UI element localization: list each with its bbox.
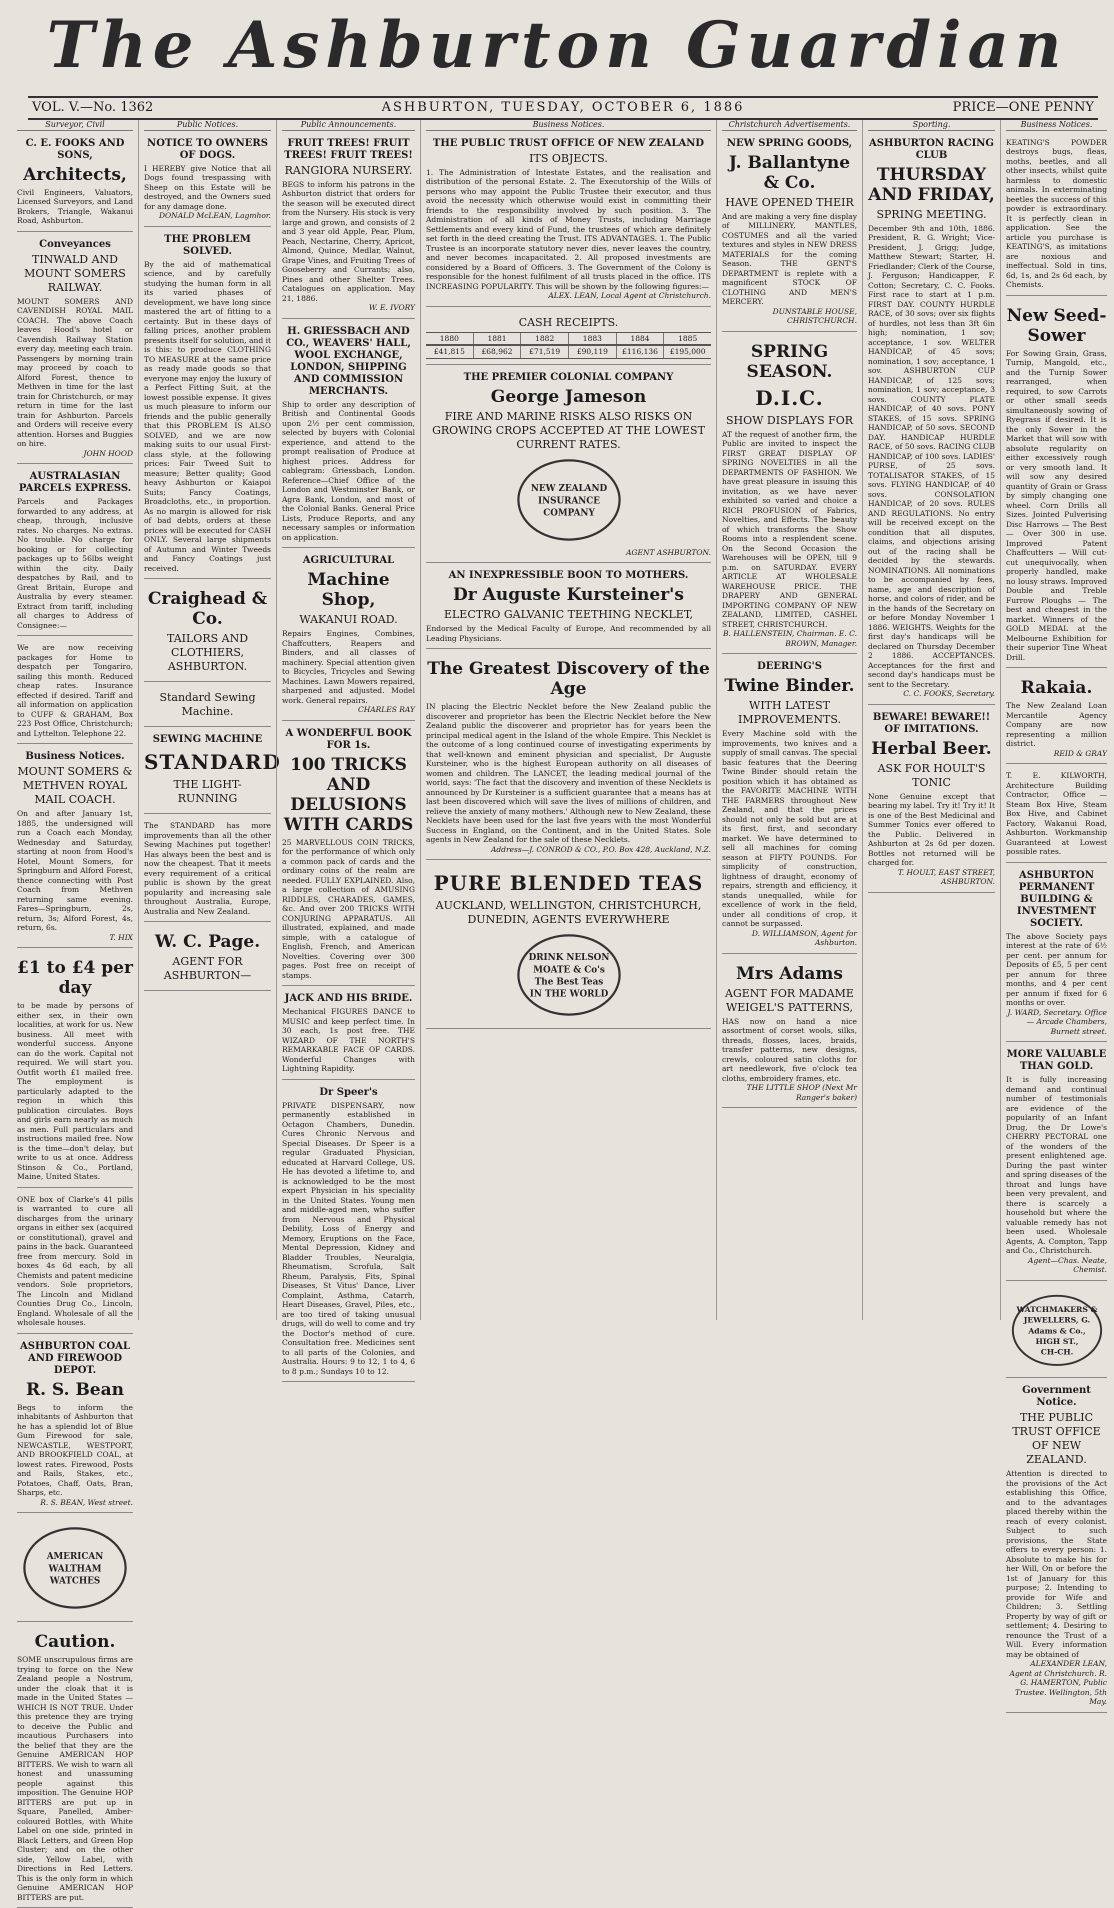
ad-body-text: None Genuine except that bearing my label. Try it! Try it! It is one of the Best Medicinal and Summer Tonics ever offered to the Public. Delivered in Ashburton at 2s 6d per dozen. Bottles not returned will be charged for.: [868, 791, 995, 867]
advertisement: [1006, 1046, 1107, 1281]
ad-emblem-graphic: [514, 931, 624, 1019]
ad-body-text: December 9th and 10th, 1886. President, R. G. Wright; Vice-President, J. Grigg; Judge, Matthew Stewart; Starter, H. Friedlander; Clerk of the Course, J. Ferguson; Handicapper, F. Cotton; Secretary, C. C. Fooks. First race to start at 1 p.m. FIRST DAY. COUNTY HURDLE RACE, of 30 sovs; over six flights of hurdles, not less than 3ft 6in high; nomination, 1 sov; acceptance, 1 sov. WELTER HANDICAP, of 45 sovs; nomination, 1 sov; acceptance, 1 sov. ASHBURTON CUP HANDICAP, of 125 sovs; nomination, 1 sov; acceptance, 3 sovs. COUNTY PLATE HANDICAP, of 40 sovs. PONY STAKES, of 15 sovs. SPRING HANDICAP, of 50 sovs. SECOND DAY. HANDICAP HURDLE RACE, of 50 sovs. RACING CLUB HANDICAP, of 100 sovs. LADIES' PURSE, of 25 sovs. TOTALISATOR STAKES, of 15 sovs. FLYING HANDICAP, of 40 sovs. CONSOLATION HANDICAP, of 20 sovs. RULES AND REGULATIONS. No entry will be received except on the condition that all disputes, claims, and objections arising out of the racing shall be decided by the stewards. NOMINATIONS. All nominations to be accompanied by fees, name, age and description of horse, and colors of rider, and be in the hands of the Secretary on or before Monday November 1 1886. WEIGHTS. Weights for the first day's handicaps will be declared on Thursday December 2 1886. ACCEPTANCES. Acceptances for the first and second day's handicaps must be sent to the Secretary.: [868, 223, 995, 689]
advertisement: [17, 135, 133, 232]
column-header: Business Notices.: [426, 120, 711, 131]
ad-body-text: KEATING'S POWDER destroys bugs, fleas, moths, beetles, and all other insects, whilst quite harmless to domestic animals. In exterminating beetles the success of this powder is extraordinary. It is perfectly clean in application. See the article you purchase is KEATING'S, as imitations are noxious and ineffectual. Sold in tins, 6d, 1s, and 2s 6d each, by Chemists.: [1006, 137, 1107, 289]
ad-body-text: AT the request of another firm, the Public are invited to inspect the FIRST GREAT DISPLAY OF SPRING NOVELTIES in all the DEPARTMENTS OF FASHION. We have great pleasure in issuing this invitation, as we have never exhibited so varied and choice a RICH PROFUSION of Fabrics, Novelties, and Effects. The beauty of which transforms the Show Rooms into a resplendent scene. On the Second Occasion the Warehouses will be OPEN, till 9 p.m. on SATURDAY. EVERY ARTICLE AT WHOLESALE WAREHOUSE PRICE. THE DRAPERY AND GENERAL IMPORTING COMPANY OF NEW ZEALAND, LIMITED, CASHEL STREET, CHRISTCHURCH.: [722, 429, 857, 629]
ad-body-text: Every Machine sold with the improvements, two knives and a supply of small canvas. The special basic features that the Deering Twine Binder should retain the position which it has obtained as the FAVORITE MACHINE WITH THE FARMERS throughout New Zealand, and that the prices should not only be sold but are at its first, first, and secondary market. We have determined to sell all machines for coming season at FIFTY POUNDS. For simplicity of construction, lightness of draught, economy of repairs, strength and efficiency, it stands unequalled, while for excellence of work in the field, under all conditions of crop, it cannot be surpassed.: [722, 729, 857, 928]
advertisement: [282, 552, 415, 721]
advertisement: [868, 135, 995, 705]
ad-heading: THE PREMIER COLONIAL COMPANY: [463, 371, 674, 383]
ad-heading: AN INEXPRESSIBLE BOON TO MOTHERS.: [448, 570, 689, 581]
ad-heading: AUSTRALASIAN PARCELS EXPRESS.: [18, 471, 132, 494]
advertisement: [282, 990, 415, 1080]
ad-signature: T. HIX: [109, 932, 133, 942]
ad-emblem-text: Adams & Co.,: [1027, 1325, 1086, 1335]
column-3: [276, 120, 420, 1376]
ad-body-text: 1. The Administration of Intestate Estates, and the realisation and distribution of the personal Estate. 2. The Executorship of the Wills of persons who may appoint the Public Trustee their executor, and thus avoid the necessity which otherwise would exist in committing their friends to the responsibility involved by such position. 3. The Administration of all kinds of Money Trusts, including Marriage Settlements and every kind of Fund, the trustees of which are definitely set forth in the deed creating the Trust. ITS ADVANTAGES. 1. The Public Trustee is an incorporate statutory never dies, never leaves the country, and never becomes incapacitated. 2. All proposed investments are considered by a Board of Officers. 3. The Government of the Colony is responsible for the honest fulfilment of all trusts placed in the office. ITS INCREASING POPULARITY. This will be shown by the following figures:—: [426, 167, 711, 291]
ad-signature: DONALD McLEAN, Lagmhor.: [159, 211, 271, 220]
ad-subheading: AGENT FOR MADAME WEIGEL'S PATTERNS,: [725, 986, 854, 1014]
ad-subheading: MOUNT SOMERS & METHVEN ROYAL MAIL COACH.: [17, 765, 133, 806]
ad-subheading: Standard Sewing Machine.: [159, 691, 256, 718]
table-row: [426, 345, 711, 359]
table-value-cell: £90,119: [568, 346, 616, 358]
ad-emblem: [426, 456, 711, 544]
ad-signature: C. C. FOOKS, Secretary.: [903, 689, 995, 698]
ad-signature: DUNSTABLE HOUSE, CHRISTCHURCH.: [772, 306, 857, 325]
table-year-cell: 1882: [520, 333, 568, 345]
column-2: [138, 120, 281, 1320]
ad-signature: THE LITTLE SHOP (Next Mr Ranger's baker): [746, 1083, 857, 1102]
advertisement: [17, 236, 133, 465]
column-1: [12, 120, 138, 1902]
ad-title: THURSDAY AND FRIDAY,: [868, 164, 995, 205]
column-header: Business Notices.: [1006, 120, 1107, 131]
ad-body-text: to be made by persons of either sex, in their own localities, at work for us. New business. All meet with wonderful success. Anyone can do the work. Capital not required. We will start you. Outfit worth £1 mailed free. The employment is particularly adapted to the region in which this publication circulates. Boys and girls earn nearly as much as men. Full particulars and instructions mailed free. Now is the time—don't delay, but write to us at once. Address Stinson & Co., Portland, Maine, United States.: [17, 1001, 133, 1181]
advertisement: [282, 323, 415, 549]
column-6: [862, 120, 1000, 1320]
advertisement: [1006, 1382, 1107, 1713]
advertisement: [17, 468, 133, 636]
masthead: [0, 0, 1114, 92]
ad-title: Machine Shop,: [307, 570, 390, 610]
ad-title: The Greatest Discovery of the Age: [427, 659, 710, 699]
ad-heading: FRUIT TREES! FRUIT TREES! FRUIT TREES!: [284, 137, 413, 161]
ad-subheading: TINWALD AND MOUNT SOMERS RAILWAY.: [24, 252, 126, 294]
advertisement: [1006, 867, 1107, 1043]
table-value-cell: £195,000: [663, 346, 711, 358]
advertisement: [144, 583, 271, 682]
advertisement: [1006, 300, 1107, 669]
ad-heading: ASHBURTON RACING CLUB: [869, 137, 994, 161]
table-value-cell: £71,519: [520, 346, 568, 358]
ad-title: Caution.: [34, 1632, 116, 1652]
column-7: [1000, 120, 1112, 1707]
ad-title: Craighead & Co.: [147, 589, 268, 629]
advertisement: [426, 369, 711, 564]
price: PRICE—ONE PENNY: [952, 100, 1094, 115]
ad-heading: THE PUBLIC TRUST OFFICE OF NEW ZEALAND: [432, 137, 705, 149]
ad-heading: JACK AND HIS BRIDE.: [284, 993, 413, 1004]
ad-subheading: ITS OBJECTS.: [529, 151, 608, 165]
table-year-cell: 1880: [439, 333, 459, 343]
ad-subheading: AUCKLAND, WELLINGTON, CHRISTCHURCH, DUNEDIN, AGENTS EVERYWHERE: [435, 899, 702, 926]
ad-body-text: IN placing the Electric Necklet before the New Zealand public the discoverer and proprietor has been the Electric Necklet before the New Zealand public the discoverer and proprietor has for years been the principal medical agent in the Island of the whole Empire. This Necklet is the outcome of a long continued course of investigating experiments by that well-known and eminent physician and specialist, Dr Auguste Kursteiner, who is the highest European authority on all diseases of women and children. The LANCET, the leading medical journal of the world, says: 'The fact that the discovery and invention of these Necklets is announced by Dr Kursteiner is a sufficient guarantee that a means has at last been discovered which will save the lives of millions of children, and relieve the anxiety of many mothers.' Although new to New Zealand, these Necklets have been used for the last five years with the most Wonderful Success in England, on the Continent, and in the United States. Sole agents in New Zealand for the sale of these Necklets.: [426, 702, 711, 844]
advertisement: [17, 952, 133, 1188]
advertisement: [17, 1517, 133, 1622]
advertisement: [17, 748, 133, 948]
ad-body-text: The STANDARD has more improvements than all the other Sewing Machines put together! Has always been the best and is now the cheapest. That it meets every requirement of a critical public is shown by the great popularity and increasing sale throughout Australia, Europe, Australia and New Zealand.: [144, 821, 271, 916]
ad-emblem-text: CH-CH.: [1040, 1346, 1073, 1356]
newspaper-title: The Ashburton Guardian: [46, 8, 1068, 83]
advertisement: [17, 1626, 133, 1908]
ad-subheading: THE LIGHT-RUNNING: [173, 778, 242, 805]
advertisement: [426, 311, 711, 365]
ad-emblem-graphic: [514, 456, 624, 544]
ad-display-title: D.I.C.: [755, 385, 824, 410]
ad-signature: T. HOULT, EAST STREET, ASHBURTON.: [897, 867, 995, 886]
ad-body-text: 25 MARVELLOUS COIN TRICKS, for the performance of which only a common pack of cards and the ordinary coins of the realm are needed. FULLY EXPLAINED. Also, a large collection of AMUSING RIDDLES, CHARADES, GAMES, &c. And over 200 TRICKS WITH CONJURING APPARATUS. All illustrated, explained, and made simple, with a catalogue of English, French, and American Novelties. Covering over 300 pages. Post free on receipt of stamps.: [282, 837, 415, 980]
ad-heading: Conveyances: [39, 238, 111, 250]
ad-emblem-text: WATCHES: [49, 1576, 101, 1587]
ad-body-text: By the aid of mathematical science, and by carefully studying the human form in all its varied phases of development, we have long since mastered the art of fitting to a certainty. But in these days of falling prices, another problem presents itself for solution, and it is this: to produce CLOTHING TO MEASURE at the same price as ready made goods so that everyone may enjoy the luxury of a Perfect Fitting Suit, at the lowest possible expense. It gives us much pleasure to inform our friends and the public generally that this PROBLEM IS ALSO SOLVED, and we are now making suits to our usual First-class style, at the following prices: Fair Tweed Suit to measure; Better quality; Good heavy Ashburton or Kaiapoi Suits; Fancy Coatings, Broadcloths, etc., in proportion. As no margin is allowed for risk of bad debts, orders at these prices will be executed for CASH ONLY. Several large shipments of Autumn and Winter Tweeds and Fancy Coatings just received.: [144, 259, 271, 573]
ad-title: R. S. Bean: [25, 1379, 125, 1400]
advertisement: [144, 686, 271, 727]
ad-subheading: SHOW DISPLAYS FOR: [725, 413, 854, 427]
ad-body-text: For Sowing Grain, Grass, Turnip, Mangold, etc., and the Turnip Sower rearranged, when required, to sow Carrots or other small seeds simultaneously sowing of Ryegrass if desired. It is the only Sower in the Market that will sow with absolute regularity on either excessively rough or very smooth land. It will sow any desired quantity of Grain or Grass by simply changing one wheel. Corn Drills all Sizes. Jointed Pulverising Disc Harrows — The Best — Over 300 in use. Improved Patent Chaffcutters — Will cut-cut unequivocally, when properly handled, make no lousy straws. Improved Double and Treble Furrow Ploughs — The best and cheapest in the market. Winners of the GOLD MEDAL at the Melbourne Exhibition for their superior Tine Wheat Drill.: [1006, 348, 1107, 662]
ad-signature: R. S. BEAN, West street.: [40, 1497, 133, 1507]
ad-signature: B. HALLENSTEIN, Chairman. E. C. BROWN, Manager.: [723, 629, 857, 648]
advertisement: [144, 818, 271, 922]
ad-title: Rakaia.: [1020, 678, 1093, 698]
table-row: [426, 332, 711, 346]
dateline: ASHBURTON, TUESDAY, OCTOBER 6, 1886: [381, 100, 745, 115]
ad-emblem-graphic: [20, 1524, 130, 1612]
ad-body-text: HAS now on hand a nice assortment of corset wools, silks, threads, flosses, laces, braids, transfer patterns, new designs, crewls, coloured satin cloths for art needlework, five o'clock tea cloths, embroidery frames, etc.: [722, 1016, 857, 1083]
ad-body-text: PRIVATE DISPENSARY, now permanently established in Octagon Chambers, Dunedin. Cures Chronic Nervous and Special Diseases. Dr Speer is a regular Graduated Physician, educated at Harvard College, US. He has devoted a lifetime to, and is acknowledged to be the most expert Physician in his speciality in the United States. Young men and middle-aged men, who suffer from Nervous and Physical Debility, Loss of Energy and Memory, Eruptions on the Face, Mental Depression, Kidney and Bladder Troubles, Neuralgia, Rheumatism, Scrofula, Salt Rheum, Paralysis, Fits, Spinal Diseases, St Vitus' Dance, Liver Complaint, Asthma, Catarrh, Heart Diseases, Gravel, Piles, etc., are too tired of taking unusual drugs, will do well to come and try the Doctor's method of cure. Consultation free. Medicines sent to all parts of the Colonies, and Australia. Hours: 9 to 12, 1 to 4, 6 to 8 p.m.; Sundays 10 to 12.: [282, 1100, 415, 1376]
ad-subheading: ASK FOR HOULT'S TONIC: [877, 761, 986, 789]
ad-body-text: We are now receiving packages for Home to despatch per Tongariro, sailing this month. Reduced cheap rates. Insurance effected if desired. Tariff and all information on application to CUFF & GRAHAM, Box 223 Post Office, Christchurch; and Lyttelton. Telephone 22.: [17, 643, 133, 738]
advertisement: [17, 640, 133, 744]
ad-title: New Seed-Sower: [1006, 305, 1107, 346]
ad-emblem-text: AMERICAN: [46, 1552, 104, 1563]
ad-body-text: MOUNT SOMERS AND CAVENDISH ROYAL MAIL COACH. The above Coach leaves Hood's hotel or Cavendish Railway Station every day, meeting each train. Passengers by morning train may proceed by coach to Alford Forest, thence to Methven in time for the last train for Christchurch, or may return in time for the last train for Ashburton. Parcels and Orders will receive every attention. Horses and Buggies on hire.: [17, 296, 133, 448]
ad-heading: Dr Speer's: [319, 1086, 378, 1098]
ad-emblem: [1006, 1292, 1107, 1369]
ad-emblem-text: HIGH ST.,: [1035, 1336, 1078, 1346]
advertisement: [17, 1192, 133, 1334]
ad-subheading: AGENT FOR ASHBURTON—: [163, 955, 252, 982]
advertisement: [1006, 1285, 1107, 1379]
advertisement: [282, 135, 415, 319]
ad-heading: ASHBURTON PERMANENT BUILDING & INVESTMENT SOCIETY.: [1016, 869, 1097, 929]
advertisement: [426, 653, 711, 860]
column-header: Christchurch Advertisements.: [722, 120, 857, 131]
ad-signature: CHARLES RAY: [357, 705, 415, 714]
volume-number: VOL. V.—No. 1362: [32, 100, 154, 115]
advertisement: [868, 709, 995, 893]
advertisement: [1006, 672, 1107, 764]
ad-emblem-text: JEWELLERS, G.: [1023, 1315, 1090, 1325]
advertisement: [144, 731, 281, 814]
ad-emblem-text: MOATE & Co's: [532, 965, 605, 976]
ad-heading: MORE VALUABLE THAN GOLD.: [1006, 1049, 1107, 1072]
column-header: Surveyor, Civil: [17, 120, 133, 131]
issue-info-bar: [28, 96, 1098, 120]
table-label: CASH RECEIPTS.: [518, 315, 619, 329]
ad-subheading: WITH LATEST IMPROVEMENTS.: [738, 699, 841, 726]
table-year-cell: 1883: [568, 333, 616, 345]
ad-heading: NOTICE TO OWNERS OF DOGS.: [147, 137, 268, 161]
ad-subheading: RANGIORA NURSERY.: [284, 163, 413, 177]
ad-display-title: PURE BLENDED TEAS: [433, 871, 704, 895]
ad-body-text: And are making a very fine display of MILLINERY, MANTLES, COSTUMES and all the varied textures and styles in NEW DRESS MATERIALS for the coming Season. THE GENT'S DEPARTMENT is replete with a magnificent STOCK OF CLOTHING AND MEN'S MERCERY.: [722, 211, 857, 306]
ad-body-text: Parcels and Packages forwarded to any address, at cheap, through, inclusive rates. No charges. No extras. No trouble. No charge for booking or for collecting packages up to 56lbs weight within the city. Daily despatches by Rail, and to Great Britain, Europe and Australia by every steamer. Extract from tariff, including all charges to Address of Consignee:—: [17, 497, 133, 630]
ad-body-text: Mechanical FIGURES DANCE to MUSIC and keep perfect time. In 30 each, 1s post free. THE WIZARD OF THE NORTH'S REMARKABLE FACE OF CARDS. Wonderful Changes with Lightning Rapidity.: [282, 1007, 415, 1073]
ad-emblem-text: WALTHAM: [48, 1564, 102, 1575]
ad-emblem-text: IN THE WORLD: [529, 989, 608, 1000]
ad-signature: Agent—Chas. Neate, Chemist.: [1028, 1255, 1107, 1274]
ad-body-text: Repairs Engines, Combines, Chaffcutters, Reapers and Binders, and all classes of machinery. Special attention given to Bicycles, Tricycles and Sewing Machines. Lawn Mowers repaired, sharpened and adjusted. Model work. General repairs.: [282, 629, 415, 705]
ad-heading: THE PROBLEM SOLVED.: [164, 233, 251, 257]
ad-heading: C. E. FOOKS AND SONS,: [25, 137, 125, 161]
advertisement: [722, 336, 857, 655]
ad-subheading: HAVE OPENED THEIR: [725, 195, 854, 209]
ad-signature: AGENT ASHBURTON.: [626, 547, 711, 557]
ad-signature: ALEX. LEAN, Local Agent at Christchurch.: [548, 291, 711, 300]
ad-signature: J. WARD, Secretary. Office — Arcade Chambers, Burnett street.: [1007, 1007, 1107, 1036]
ad-heading: DEERING'S: [757, 661, 822, 672]
advertisement: [426, 864, 711, 1029]
advertisement: [426, 135, 711, 307]
ad-title: J. Ballantyne & Co.: [728, 152, 851, 193]
ad-body-text: Endorsed by the Medical Faculty of Europe, And recommended by all Leading Physicians.: [426, 624, 711, 643]
ad-signature: REID & GRAY: [1053, 748, 1107, 758]
ad-title: George Jameson: [490, 386, 647, 407]
advertisement: [144, 231, 271, 580]
ad-signature: ALEXANDER LEAN, Agent at Christchurch. R. G. HAMERTON, Public Trustee. Wellington, 5th May.: [1009, 1659, 1107, 1707]
ad-title: Herbal Beer.: [871, 738, 992, 759]
ad-body-text: ONE box of Clarke's 41 pills is warranted to cure all discharges from the urinary organs in either sex (acquired or constitutional), gravel and pains in the back. Guaranteed free from mercury. Sold in boxes 4s 6d each, by all Chemists and patent medicine vendors. Sole proprietors, The Lincoln and Midland Counties Drug Co., Lincoln, England. Wholesale of all the wholesale houses.: [17, 1194, 133, 1327]
advertisement: [1006, 768, 1107, 863]
ad-title: Architects,: [23, 164, 127, 185]
ad-emblem-text: NEW ZEALAND: [530, 483, 607, 494]
ad-subheading: FIRE AND MARINE RISKS ALSO RISKS ON GROWING CROPS ACCEPTED AT THE LOWEST CURRENT RATES.: [432, 409, 705, 451]
ad-body-text: The above Society pays interest at the rate of 6½ per cent. per annum for Deposits of £5, 5 per cent per annum for three months, and 4 per cent per annum if fixed for 6 months or over.: [1006, 931, 1107, 1007]
advertisement: [144, 926, 271, 991]
ad-emblem-text: The Best Teas: [534, 977, 603, 988]
ad-subheading: ELECTRO GALVANIC TEETHING NECKLET,: [443, 608, 694, 621]
ad-emblem: [426, 931, 711, 1019]
ad-body-text: On and after January 1st, 1885, the undersigned will run a Coach each Monday, Wednesday and Saturday, starting at noon from Hood's Hotel, Mount Somers, for Springburn and Alford Forest, thence connecting with Post Coach from Methven returning same evening. Fares—Springburn, 2s, return, 3s; Alford Forest, 4s, return, 6s.: [17, 809, 133, 932]
advertisement: [1006, 135, 1107, 296]
ad-title: Mrs Adams: [736, 963, 843, 984]
ad-body-text: I HEREBY give Notice that all Dogs found trespassing with Sheep on this Estate will be destroyed, and the Owners sued for any damage done.: [144, 163, 271, 211]
table-year-cell: 1881: [473, 333, 521, 345]
ad-heading: Government Notice.: [1022, 1385, 1091, 1409]
ad-subheading: TAILORS AND CLOTHIERS, ASHBURTON.: [166, 632, 249, 673]
ad-subheading: THE PUBLIC TRUST OFFICE OF NEW ZEALAND.: [1012, 1411, 1101, 1467]
table-value-cell: £41,815: [433, 347, 465, 356]
ad-heading: NEW SPRING GOODS,: [726, 137, 853, 149]
advertisement: [144, 135, 271, 227]
column-header: Public Announcements.: [282, 120, 415, 131]
advertisement: [282, 725, 415, 987]
ad-subheading: WAKANUI ROAD.: [299, 613, 398, 626]
advertisement: [722, 658, 857, 954]
ad-heading: BEWARE! BEWARE!! OF IMITATIONS.: [872, 711, 991, 735]
advertisement: [282, 1084, 415, 1383]
table-year-cell: 1884: [616, 333, 664, 345]
ad-body-text: It is fully increasing demand and continual number of testimonials are evidence of the popularity of an Infant Drug, the Dr Lowe's CHERRY PECTORAL one of the wonders of the present enlightened age. During the past winter and spring diseases of the throat and lungs have been very prevalent, and there is scarcely a household but where the valuable remedy has not been used. Wholesale Agents, A. Compton, Tapp and Co., Christchurch.: [1006, 1075, 1107, 1255]
ad-signature: D. WILLIAMSON, Agent for Ashburton.: [751, 928, 857, 947]
ad-emblem-text: INSURANCE: [537, 495, 600, 506]
ad-subheading: SPRING MEETING.: [876, 207, 987, 221]
ad-signature: Address—J. CONROD & CO., P.O. Box 428, Auckland, N.Z.: [490, 844, 711, 854]
ad-body-text: Begs to inform the inhabitants of Ashburton that he has a splendid lot of Blue Gum Firewood for sale, NEWCASTLE, WESTPORT, AND BROOKFIELD COAL, at lowest rates. Firewood, Posts and Rails, Stakes, etc., Potatoes, Chaff, Oats, Bran, Sharps, etc.: [17, 1402, 133, 1497]
ad-body-text: SOME unscrupulous firms are trying to force on the New Zealand people a Nostrum, under the cloak that it is made in the United States — WHICH IS NOT TRUE. Under this pretence they are trying to deceive the Public and incautious Purchasers into the belief that they are the Genuine AMERICAN HOP BITTERS. We wish to warn all honest and unassuming people against this imposition. The Genuine HOP BITTERS are put up in Square, Panelled, Amber-coloured Bottles, with White Label on one side, printed in Black Letters, and Green Hop Cluster; and on the other side, Yellow Label, with Directions in Red Letters. This is the only form in which Genuine AMERICAN HOP BITTERS are put.: [17, 1655, 133, 1902]
ad-title: Dr Auguste Kursteiner's: [453, 585, 684, 605]
ad-body-text: The New Zealand Loan Mercantile Agency Company are now representing a million district.: [1006, 701, 1107, 748]
table-value-cell: £116,136: [616, 346, 664, 358]
ad-heading: Business Notices.: [25, 751, 125, 762]
ad-display-title: STANDARD: [144, 750, 281, 774]
ad-emblem-graphic: [1009, 1292, 1105, 1369]
ad-emblem-text: DRINK NELSON: [528, 953, 609, 964]
ad-emblem-text: WATCHMAKERS &: [1015, 1304, 1098, 1314]
ad-title: 100 TRICKS AND DELUSIONS WITH CARDS: [283, 754, 414, 835]
ad-body-text: BEGS to inform his patrons in the Ashburton district that orders for the season will be executed direct from the Nursery. His stock is very large and grown, and consists of 2 and 3 year old Apple, Pear, Plum, Peach, Nectarine, Cherry, Apricot, Almond, Quince, Medlar, Walnut, Grape Vines, and Fruiting Trees of Gooseberry and Currants; also, Pines and other Shelter Trees. Catalogues on application. May 21, 1886.: [282, 179, 415, 303]
advertisement: [722, 135, 857, 332]
ad-heading: ASHBURTON COAL AND FIREWOOD DEPOT.: [20, 1340, 130, 1376]
column-5: [716, 120, 862, 1320]
ad-heading: H. GRIESSBACH AND CO., WEAVERS' HALL, WOOL EXCHANGE, LONDON, SHIPPING AND COMMISSION MERCHANTS.: [286, 325, 411, 397]
ad-signature: W. E. IVORY: [368, 303, 415, 312]
table-value-cell: £68,962: [473, 346, 521, 358]
ad-body-text: Civil Engineers, Valuators, Licensed Surveyors, and Land Brokers, Triangle, Wakanui Road, Ashburton.: [17, 187, 133, 225]
ad-heading: AGRICULTURAL: [302, 555, 395, 566]
ad-emblem: [17, 1524, 133, 1612]
ad-title: W. C. Page.: [154, 932, 261, 952]
column-4: [420, 120, 716, 1320]
ad-heading: SEWING MACHINE: [152, 734, 263, 745]
ad-emblem-text: COMPANY: [542, 507, 595, 518]
ad-title: £1 to £4 per day: [17, 958, 133, 998]
ad-body-text: T. E. KILWORTH, Architecture Building Contractor, Office — Steam Box Hive, Steam Box Hive, and Cabinet Factory, Wakanui Road, Ashburton. Workmanship Guaranteed at Lowest possible rates.: [1006, 771, 1107, 856]
ad-signature: JOHN HOOD: [83, 448, 133, 458]
ad-heading: A WONDERFUL BOOK FOR 1s.: [285, 727, 412, 751]
ad-body-text: Ship to order any description of British and Continental Goods upon 2½ per cent commission, selected by buyers with Colonial experience, and attend to the prompt realisation of Produce at highest prices. Address for cablegram: Griessbach, London. Reference—Chief Office of the London and Westminster Bank, or Agra Bank, London, and most of the Colonial Banks. General Price Lists, Produce Reports, and any necessary samples or information on application.: [282, 399, 415, 542]
ad-title: SPRING SEASON.: [746, 341, 833, 382]
column-header: Sporting.: [868, 120, 995, 131]
advertisement: [722, 958, 857, 1109]
ad-title: Twine Binder.: [724, 676, 855, 696]
ad-body-text: Attention is directed to the provisions of the Act establishing this Office, and to the advantages placed thereby within the reach of every colonist. Subject to such provisions, the State offers to every person: 1. Absolute to make his for her Will, On or before the 1st of January for this purpose; 2. Intending to provide for Wife and Children; 3. Settling Property by way of gift or settlement; 4. Desiring to renounce the Trust of a Will. Every information may be obtained of: [1006, 1469, 1107, 1659]
advertisement: [17, 1338, 133, 1514]
table-year-cell: 1885: [663, 333, 711, 345]
column-header: Public Notices.: [144, 120, 271, 131]
advertisement: [426, 567, 711, 649]
